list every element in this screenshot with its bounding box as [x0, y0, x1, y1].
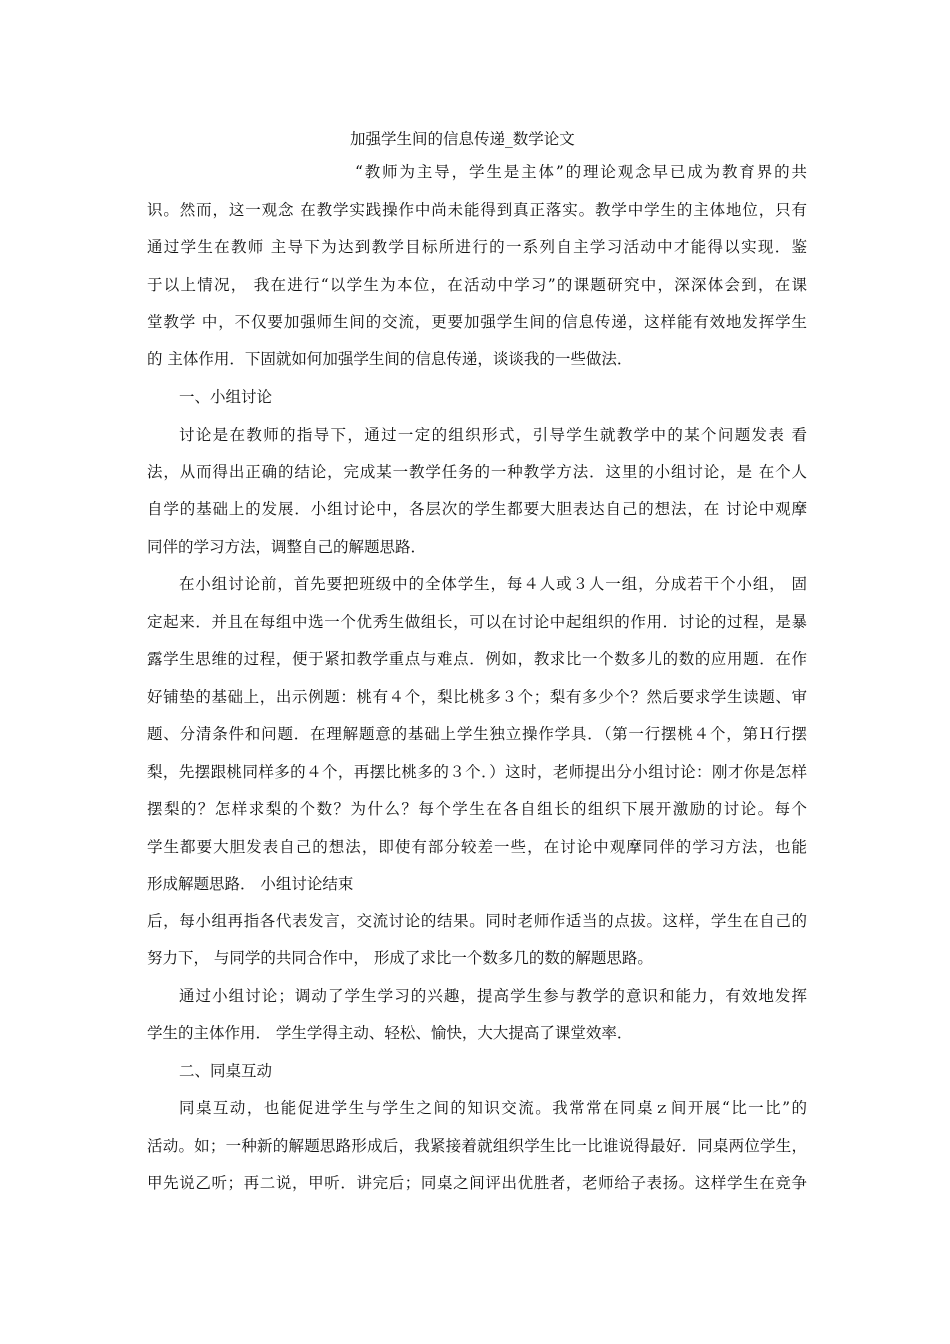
section-heading: 一、小组讨论 — [179, 388, 273, 406]
paragraph-line: 后，每小组再指各代表发言，交流讨论的结果。同时老师作适当的点拔。这样，学生在自己的 — [147, 912, 807, 930]
paragraph-line: 好铺垫的基础上，出示例题：桃有４个，梨比桃多３个；梨有多少个？然后要求学生读题、审 — [147, 688, 807, 706]
paragraph-line: 学生的主体作用． 学生学得主动、轻松、愉快，大大提高了课堂效率． — [147, 1024, 633, 1042]
paragraph-line: “教师为主导，学生是主体”的理论观念早已成为教育界的共 — [355, 163, 807, 181]
paragraph-line: 活动。如；一种新的解题思路形成后，我紧接着就组织学生比一比谁说得最好．同桌两位学生， — [147, 1137, 807, 1155]
paragraph-line: 题、分清条件和问题．在理解题意的基础上学生独立操作学具．（第一行摆桃４个，第Ｈ行摆 — [147, 725, 807, 743]
paragraph-line: 通过学生在教师 主导下为达到教学目标所进行的一系列自主学习活动中才能得以实现．鉴 — [147, 238, 807, 256]
paragraph-line: 识。然而，这一观念 在教学实践操作中尚未能得到真正落实。教学中学生的主体地位，只有 — [147, 201, 807, 219]
paragraph-line: 于以上情况， 我在进行“以学生为本位，在活动中学习”的课题研究中，深深体会到，在课 — [147, 276, 807, 294]
paragraph-line: 自学的基础上的发展．小组讨论中，各层次的学生都要大胆表达自己的想法，在 讨论中观摩 — [147, 500, 807, 518]
paragraph-line: 通过小组讨论；调动了学生学习的兴趣，提高学生参与教学的意识和能力，有效地发挥 — [179, 987, 807, 1005]
paragraph-line: 堂教学 中，不仅要加强师生间的交流，更要加强学生间的信息传递，这样能有效地发挥学生 — [147, 313, 807, 331]
paragraph-line: 甲先说乙听；再二说，甲听．讲完后；同桌之间评出优胜者，老师给子表扬。这样学生在竞争 — [147, 1174, 807, 1192]
paragraph-line: 定起来．并且在每组中选一个优秀生做组长，可以在讨论中起组织的作用．讨论的过程，是暴 — [147, 613, 807, 631]
paragraph-line: 的 主体作用．下固就如何加强学生间的信息传递，谈谈我的一些做法． — [147, 350, 633, 368]
paragraph-line: 同伴的学习方法，调整自己的解题思路． — [147, 538, 427, 556]
paragraph-line: 露学生思维的过程，便于紧扣教学重点与难点．例如，教求比一个数多儿的数的应用题．在作 — [147, 650, 807, 668]
paragraph-line: 在小组讨论前，首先要把班级中的全体学生，每４人或３人一组，分成若干个小组， 固 — [179, 575, 807, 593]
paragraph-line: 学生都要大胆发表自己的想法，即使有部分较差一些，在讨论中观摩同伴的学习方法，也能 — [147, 838, 807, 856]
paragraph-line: 努力下， 与同学的共同合作中， 形成了求比一个数多几的数的解题思路。 — [147, 949, 653, 967]
paragraph-line: 法，从而得出正确的结论，完成某一教学任务的一种教学方法．这里的小组讨论，是 在个人 — [147, 463, 807, 481]
paragraph-line: 梨，先摆跟桃同样多的４个，再摆比桃多的３个．）这时，老师提出分小组讨论：刚才你是怎样 — [147, 763, 807, 781]
paragraph-line: 形成解题思路． 小组讨论结束 — [147, 875, 354, 893]
section-heading: 二、同桌互动 — [179, 1062, 273, 1080]
paragraph-line: 讨论是在教师的指导下，通过一定的组织形式，引导学生就教学中的某个问题发表 看 — [179, 426, 807, 444]
paragraph-line: 同桌互动，也能促进学生与学生之间的知识交流。我常常在同桌ｚ间开展“比一比”的 — [179, 1099, 807, 1117]
paragraph-line: 摆梨的？怎样求梨的个数？为什么？每个学生在各自组长的组织下展开激励的讨论。每个 — [147, 800, 807, 818]
document-title: 加强学生间的信息传递_数学论文 — [350, 130, 575, 148]
